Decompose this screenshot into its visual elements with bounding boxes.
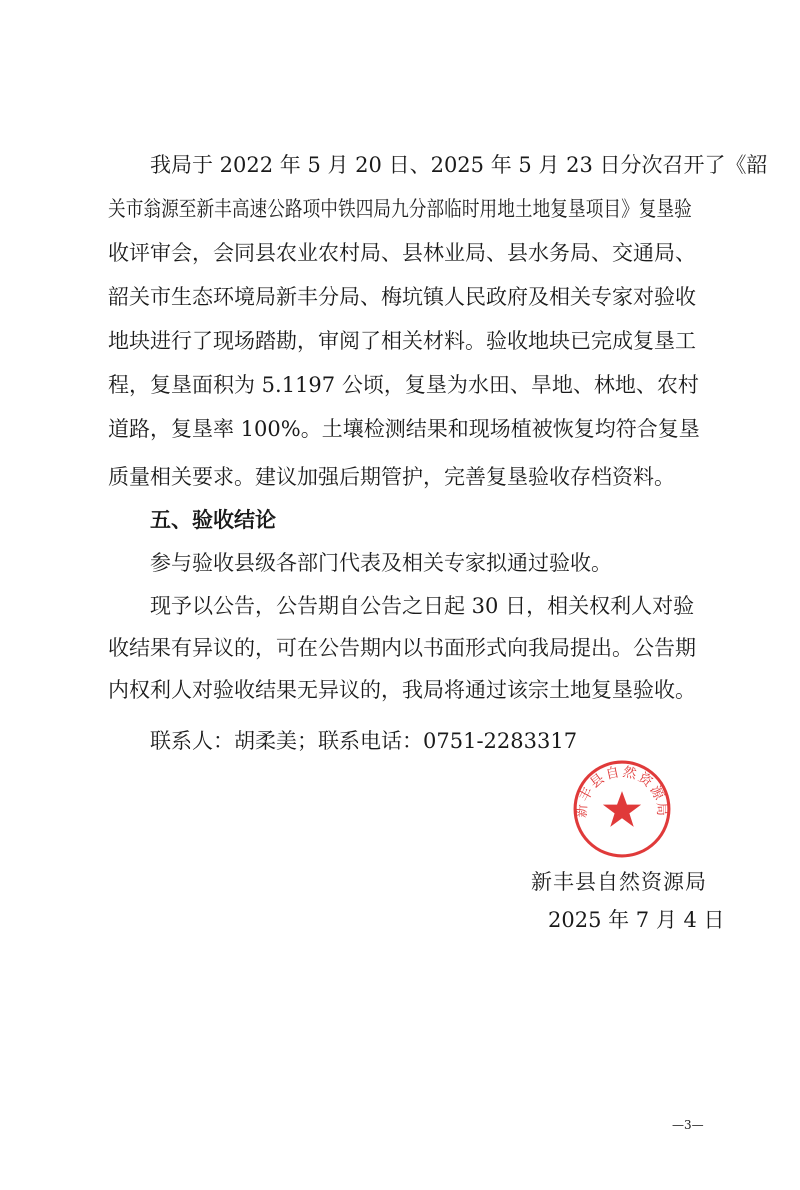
paragraph-line: 收评审会，会同县农业农村局、县林业局、县水务局、交通局、 — [108, 241, 696, 265]
signature-organization: 新丰县自然资源局 — [531, 870, 707, 894]
page-number: —3— — [672, 1118, 704, 1132]
paragraph-line: 质量相关要求。建议加强后期管护，完善复垦验收存档资料。 — [108, 465, 675, 489]
contact-info: 联系人：胡柔美；联系电话：0751-2283317 — [150, 729, 578, 753]
paragraph-line: 道路，复垦率 100%。土壤检测结果和现场植被恢复均符合复垦 — [108, 417, 700, 441]
conclusion-text: 参与验收县级各部门代表及相关专家拟通过验收。 — [150, 551, 612, 575]
paragraph-line: 程，复垦面积为 5.1197 公顷，复垦为水田、旱地、林地、农村 — [108, 373, 699, 397]
paragraph-line: 我局于 2022 年 5 月 20 日、2025 年 5 月 23 日分次召开了《韶 — [150, 153, 768, 177]
signature-date: 2025 年 7 月 4 日 — [548, 908, 725, 932]
svg-text:新丰县自然资源局: 新丰县自然资源局 — [573, 764, 671, 819]
notice-line: 内权利人对验收结果无异议的，我局将通过该宗土地复垦验收。 — [108, 678, 696, 702]
paragraph-line: 地块进行了现场踏勘，审阅了相关材料。验收地块已完成复垦工 — [108, 329, 696, 353]
official-seal-stamp — [572, 759, 672, 859]
paragraph-line: 韶关市生态环境局新丰分局、梅坑镇人民政府及相关专家对验收 — [108, 285, 696, 309]
paragraph-line: 关市翁源至新丰高速公路项中铁四局九分部临时用地土地复垦项目》复垦验 — [108, 197, 692, 221]
notice-line: 现予以公告，公告期自公告之日起 30 日，相关权利人对验 — [150, 594, 695, 618]
notice-line: 收结果有异议的，可在公告期内以书面形式向我局提出。公告期 — [108, 636, 696, 660]
section-heading: 五、验收结论 — [150, 508, 276, 532]
